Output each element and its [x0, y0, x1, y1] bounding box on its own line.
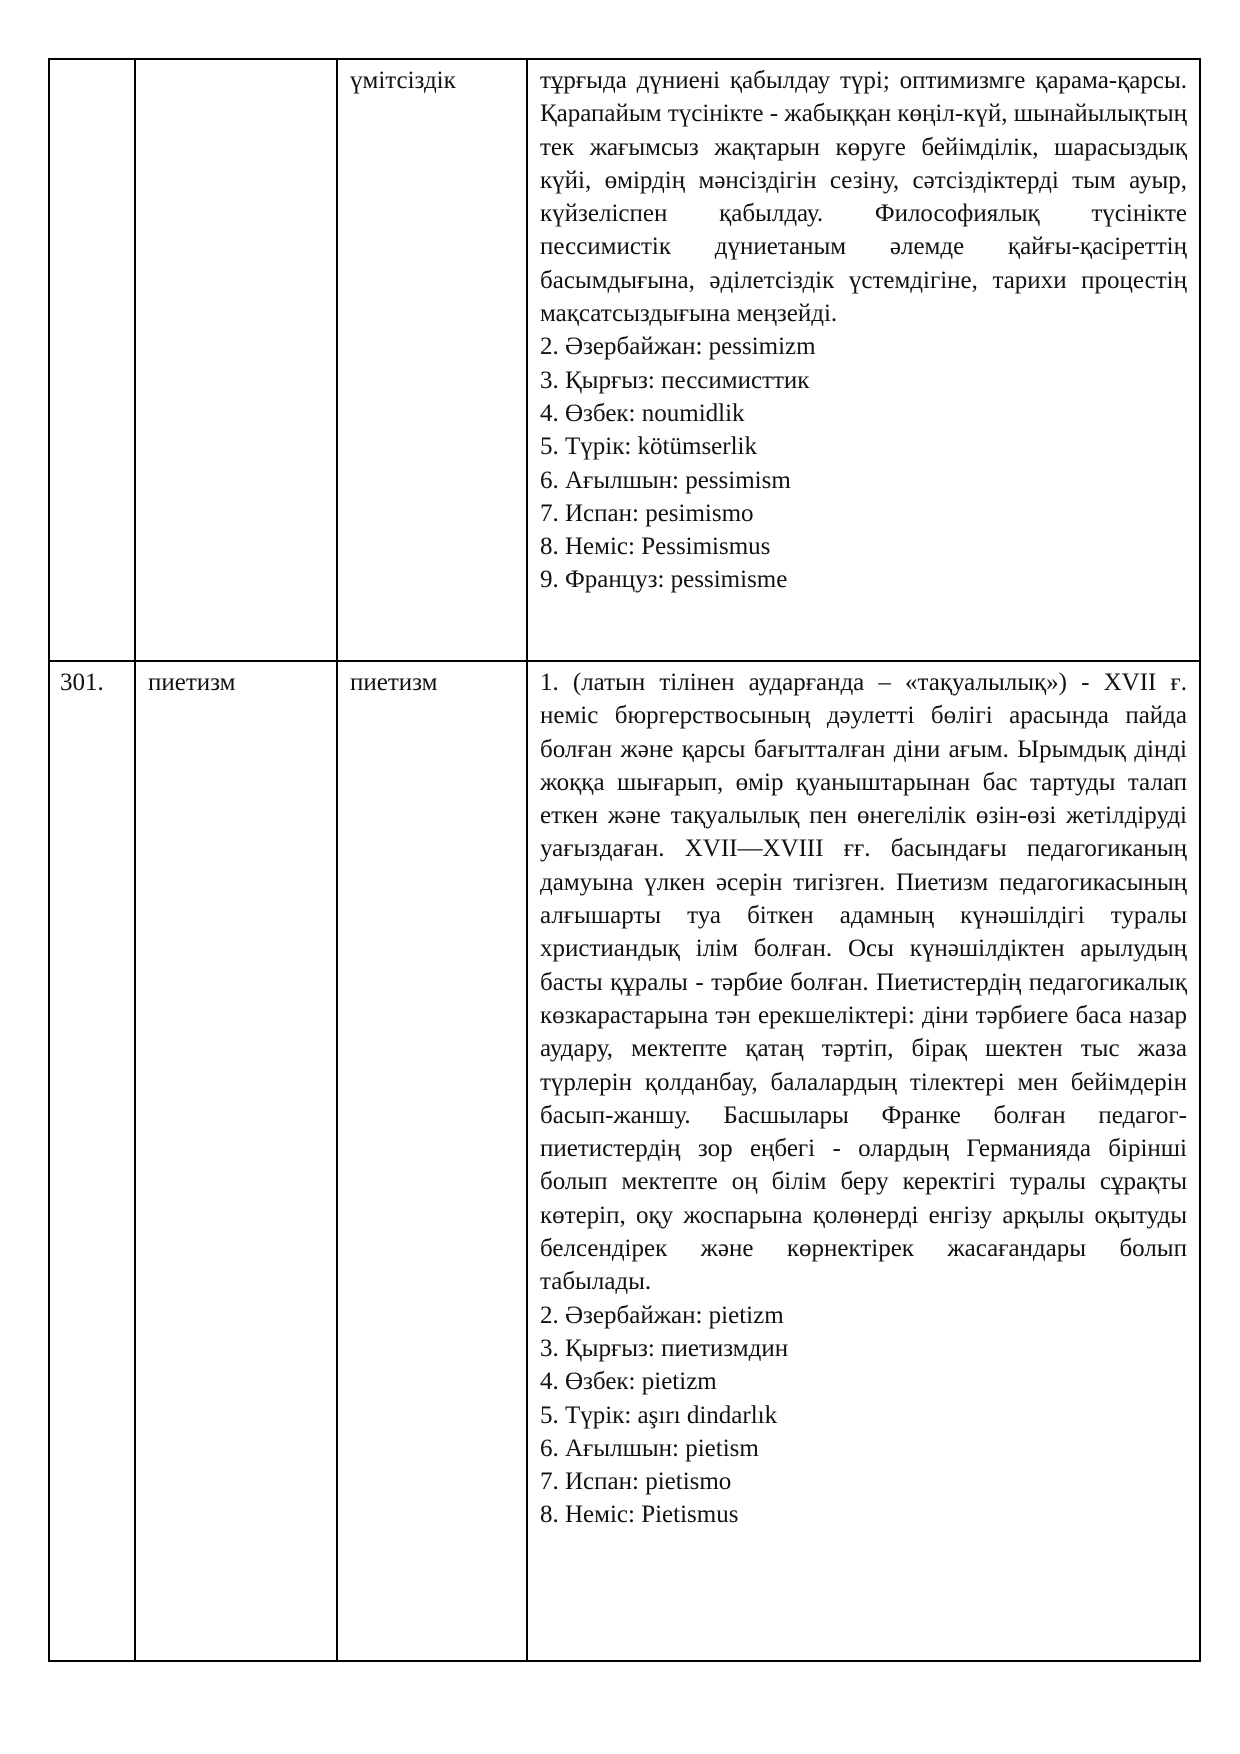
translation-line: 4. Өзбек: pietizm — [540, 1368, 717, 1396]
row-number-cell: 301. — [49, 661, 135, 1661]
translation-line: 7. Испан: pietismo — [540, 1468, 732, 1496]
definition-text: тұрғыда дүниені қабылдау түрі; оптимизмге қарама-қарсы. Қарапайым түсінікте - жабыққан көңіл-күй, шынайылықтың тек жағымсыз жақтарын көруге бейімділік, шарасыздық күйі, өмірдің мәнсіздігін сезіну, сәтсіздіктерді тым ауыр, күйзеліспен қабылдау. Философиялық түсінікте пессимистік дүниетаным әлемде қайғы-қасіреттің басымдығына, әділетсіздік үстемдігіне, тарихи процестің мақсатсыздығына меңзейді. — [540, 67, 1187, 328]
translation-line: 8. Неміс: Pessimismus — [540, 533, 771, 561]
translation-line: 6. Ағылшын: pessimism — [540, 466, 791, 494]
translation-line: 2. Әзербайжан: pietizm — [540, 1301, 784, 1329]
translation-line: 6. Ағылшын: pietism — [540, 1434, 759, 1462]
row-number-cell — [49, 59, 135, 661]
translation-line: 9. Француз: pessimisme — [540, 566, 788, 594]
translation-line: 4. Өзбек: noumidlik — [540, 399, 745, 427]
translation-line: 2. Әзербайжан: pessimizm — [540, 333, 816, 361]
translation-line: 3. Қырғыз: пиетизмдин — [540, 1334, 789, 1362]
definition-cell — [527, 59, 1200, 661]
translation-line: 8. Неміс: Pietismus — [540, 1501, 739, 1529]
terms-table — [48, 58, 1201, 1662]
term-ru-cell: пиетизм — [337, 661, 527, 1661]
term-kk-cell — [135, 59, 337, 661]
table-row — [49, 661, 1200, 1661]
definition-cell — [527, 661, 1200, 1661]
translation-line: 5. Түрік: aşırı dindarlık — [540, 1401, 778, 1429]
translation-line: 7. Испан: pesimismo — [540, 499, 754, 527]
translation-line: 5. Түрік: kötümserlik — [540, 433, 757, 461]
definition-text: 1. (латын тілінен аударғанда – «тақуалылық») - XVII ғ. неміс бюргерствосының дәулетті бөлігі арасында пайда болған және қарсы бағытталған діни ағым. Ырымдық дінді жоққа шығарып, өмір қуаныштарынан бас тартуды талап еткен және тақуалылық пен өнегелілік өзін-өзі жетілдіруді уағыздаған. XVII—XVIII ғғ. басындағы педагогиканың дамуына үлкен әсерін тигізген. Пиетизм педагогикасының алғышарты туа біткен адамның күнәшілдігі туралы христиандық ілім болған. Осы күнәшілдіктен арылудың басты құралы - тәрбие болған. Пиетистердің педагогикалық көзкарастарына тән ерекшеліктері: діни тәрбиеге баса назар аудару, мектепте қатаң тәртіп, бірақ шектен тыс жаза түрлерін қолданбау, балалардың тілектері мен бейімдерін басып-жаншу. Басшылары Франке болған педагог-пиетистердің зор еңбегі - олардың Германияда бірінші болып мектепте оң білім беру керектігі туралы сұрақты көтеріп, оқу жоспарына қолөнерді енгізу арқылы оқытуды белсендірек және көрнектірек жасағандары болып табылады. — [540, 669, 1187, 1296]
term-ru-cell: үмітсіздік — [337, 59, 527, 661]
table-row — [49, 59, 1200, 661]
term-kk-cell: пиетизм — [135, 661, 337, 1661]
translation-line: 3. Қырғыз: пессимисттик — [540, 366, 810, 394]
